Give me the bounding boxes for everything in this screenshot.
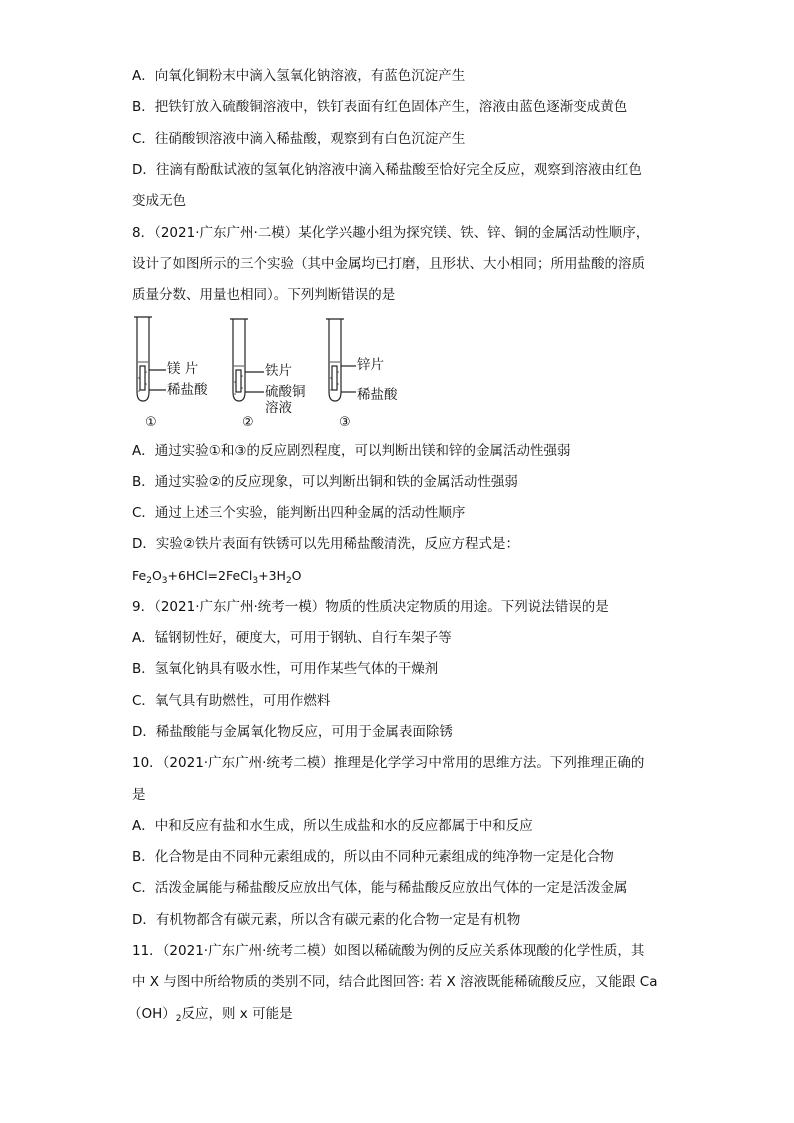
q10-stem-line1: 10．（2021·广东广州·统考二模）推理是化学学习中常用的思维方法。下列推理正确的: [132, 755, 645, 771]
q9-option-d: D．稀盐酸能与金属氧化物反应，可用于金属表面除锈: [132, 724, 453, 740]
tube2-label-solution-cont: 溶液: [265, 400, 292, 416]
q7-option-a: A．向氧化铜粉末中滴入氢氧化钠溶液，有蓝色沉淀产生: [132, 68, 466, 84]
experiment-number-2: ②: [242, 415, 254, 430]
experiment-number-3: ③: [339, 415, 351, 430]
q10-option-c: C．活泼金属能与稀盐酸反应放出气体，能与稀盐酸反应放出气体的一定是活泼金属: [132, 880, 628, 896]
q8-stem-line2: 设计了如图所示的三个实验（其中金属均已打磨，且形状、大小相同；所用盐酸的溶质: [132, 256, 645, 272]
q7-option-b: B．把铁钉放入硫酸铜溶液中，铁钉表面有红色固体产生，溶液由蓝色逐渐变成黄色: [132, 99, 628, 115]
q11-stem-line3: $(OH)_2$反应，则 x 可能是: [128, 1006, 293, 1024]
q10-option-d: D．有机物都含有碳元素，所以含有碳元素的化合物一定是有机物: [132, 912, 521, 928]
q8-option-c: C．通过上述三个实验，能判断出四种金属的活动性顺序: [132, 505, 466, 521]
q8-stem-line1: 8．（2021·广东广州·二模）某化学兴趣小组为探究镁、铁、锌、铜的金属活动性顺序，: [132, 225, 650, 241]
tube1-label-solution: 稀盐酸: [167, 382, 208, 398]
q10-option-a: A．中和反应有盐和水生成，所以生成盐和水的反应都属于中和反应: [132, 818, 533, 834]
q11-stem-line1: 11．（2021·广东广州·统考二模）如图以稀硫酸为例的反应关系体现酸的化学性质，其: [132, 943, 645, 959]
q11-stem-line2: 中 X 与图中所给物质的类别不同，结合此图回答: 若 X 溶液既能稀硫酸反应，又能跟 Ca: [132, 974, 658, 990]
test-tube-3: [326, 319, 356, 401]
q8-option-b: B．通过实验②的反应现象，可以判断出铜和铁的金属活动性强弱: [132, 474, 518, 490]
q8-equation: $Fe_2O_3+6HCl=2FeCl_3+3H_2O$: [132, 568, 302, 586]
q10-option-b: B．化合物是由不同种元素组成的，所以由不同种元素组成的纯净物一定是化合物: [132, 849, 614, 865]
tube2-label-metal: 铁片: [265, 363, 292, 379]
q9-stem: 9．（2021·广东广州·统考一模）物质的性质决定物质的用途。下列说法错误的是: [132, 599, 609, 615]
tube3-label-metal: 锌片: [357, 357, 384, 373]
q7-option-d-cont: 变成无色: [132, 193, 186, 209]
tube3-label-solution: 稀盐酸: [357, 387, 398, 403]
q8-option-d: D．实验②铁片表面有铁锈可以先用稀盐酸清洗，反应方程式是：: [132, 536, 519, 552]
test-tube-2: [230, 319, 264, 401]
q7-option-c: C．往硝酸钡溶液中滴入稀盐酸，观察到有白色沉淀产生: [132, 131, 466, 147]
test-tube-1: [134, 317, 166, 401]
q10-stem-line2: 是: [132, 787, 146, 803]
q7-option-d: D．往滴有酚酞试液的氢氧化钠溶液中滴入稀盐酸至恰好完全反应，观察到溶液由红色: [132, 162, 642, 178]
q8-stem-line3: 质量分数、用量也相同）。下列判断错误的是: [132, 287, 396, 303]
experiment-number-1: ①: [145, 415, 157, 430]
q8-option-a: A．通过实验①和③的反应剧烈程度，可以判断出镁和锌的金属活动性强弱: [132, 443, 571, 459]
q9-option-c: C．氧气具有助燃性，可用作燃料: [132, 693, 331, 709]
q9-option-b: B．氢氧化钠具有吸水性，可用作某些气体的干燥剂: [132, 661, 439, 677]
q9-option-a: A．锰钢韧性好，硬度大，可用于钢轨、自行车架子等: [132, 630, 452, 646]
tube2-label-solution: 硫酸铜: [265, 384, 306, 400]
tube1-label-metal: 镁 片: [167, 361, 199, 377]
